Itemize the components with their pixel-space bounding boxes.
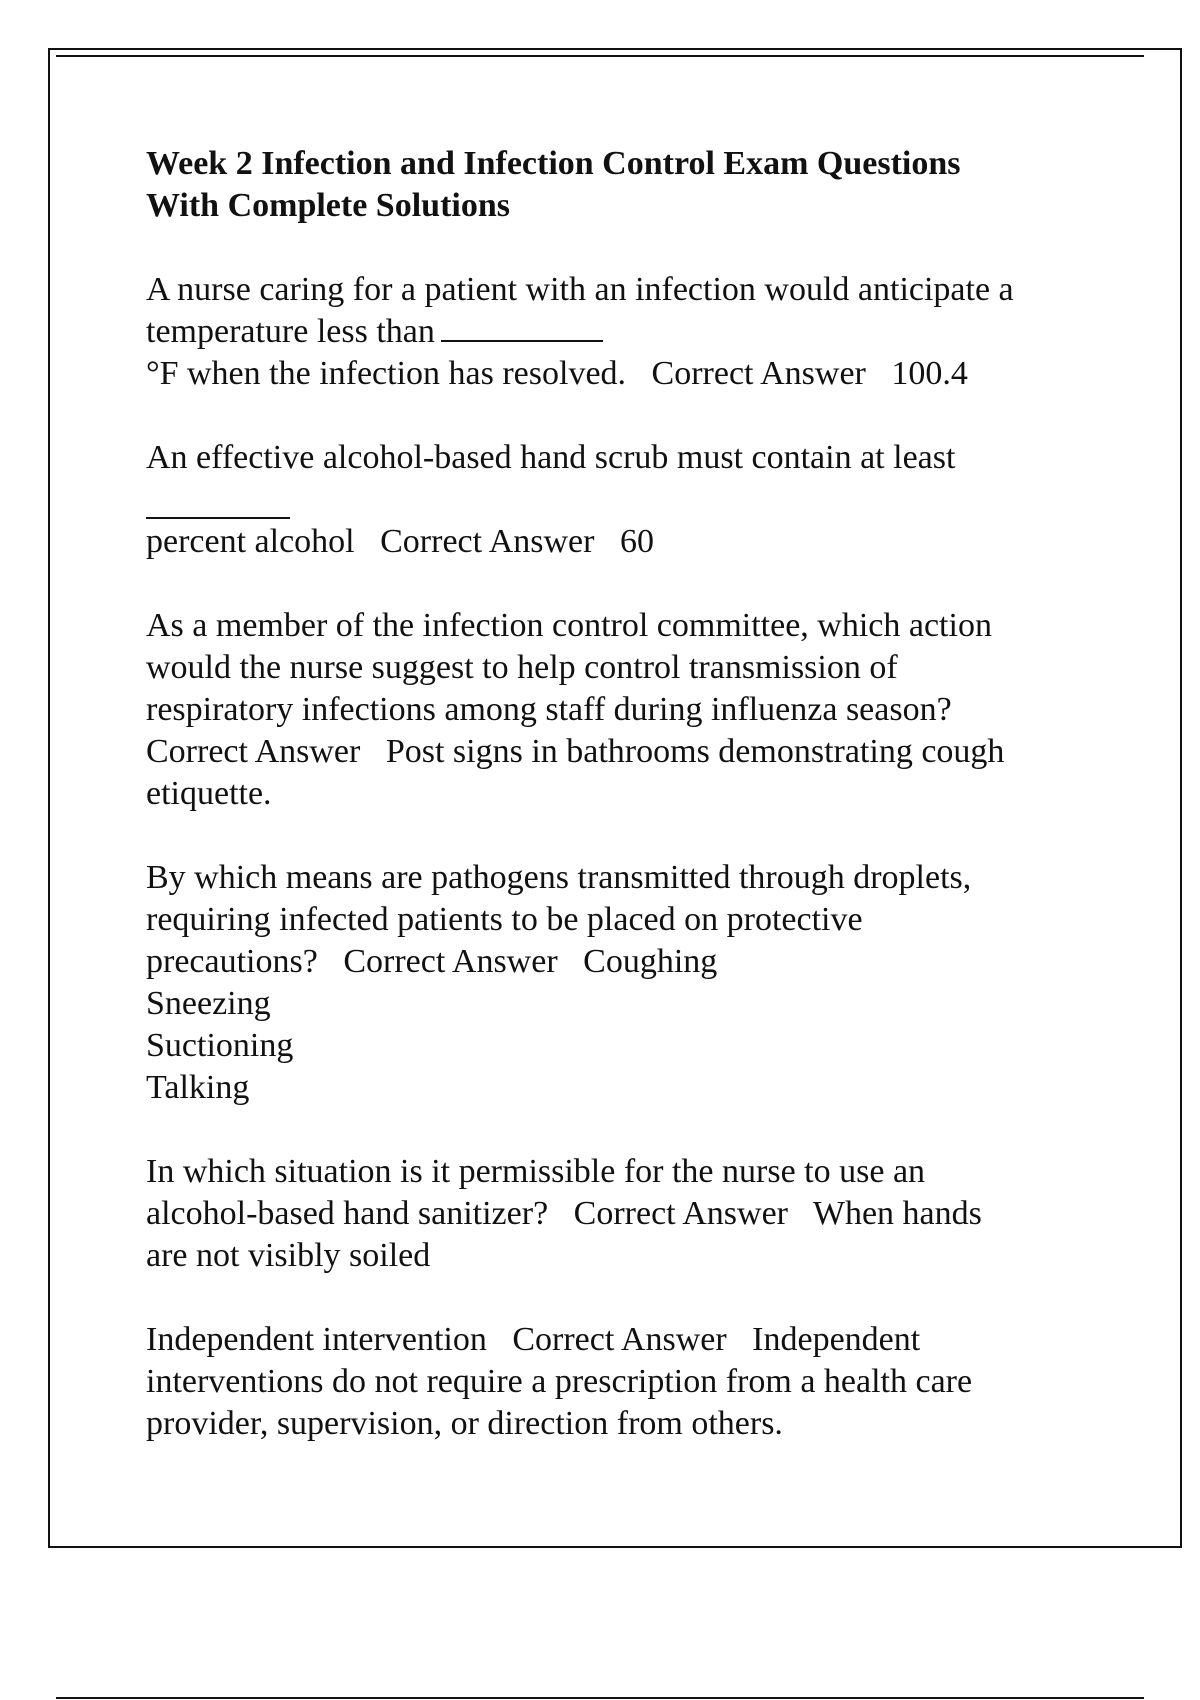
q3-line-1: As a member of the infection control committee, which action <box>146 607 992 644</box>
q6-answer-line-2: interventions do not require a prescription from a health care <box>146 1363 973 1400</box>
q2-line-3 <box>146 521 1096 563</box>
q3-line-4 <box>146 731 1096 773</box>
q5-answer-line-1: When hands <box>812 1195 982 1232</box>
q3-line-3: respiratory infections among staff during influenza season? <box>146 691 952 728</box>
question-6 <box>146 1319 1096 1445</box>
q2-line-3-text: percent alcohol <box>146 523 355 560</box>
fill-in-blank <box>146 491 290 519</box>
document-body <box>146 143 1096 1487</box>
q6-answer-line-3: provider, supervision, or direction from others. <box>146 1405 783 1442</box>
q6-term: Independent intervention <box>146 1321 487 1358</box>
question-3 <box>146 605 1096 815</box>
q4-answer-2: Suctioning <box>146 1027 294 1064</box>
q1-line-3 <box>146 353 1096 395</box>
document-title <box>146 143 1096 227</box>
question-5 <box>146 1151 1096 1277</box>
title-line-1: Week 2 Infection and Infection Control Exam Questions <box>146 145 961 182</box>
correct-answer-label: Correct Answer <box>343 943 558 980</box>
q3-line-2: would the nurse suggest to help control transmission of <box>146 649 898 686</box>
bottom-rule <box>56 1697 1144 1699</box>
q2-answer: 60 <box>619 523 654 560</box>
q1-line-1: A nurse caring for a patient with an infection would anticipate a <box>146 271 1014 308</box>
q4-answer-0: Coughing <box>583 943 718 980</box>
q5-line-1: In which situation is it permissible for the nurse to use an <box>146 1153 926 1190</box>
correct-answer-label: Correct Answer <box>651 355 866 392</box>
question-1 <box>146 269 1096 395</box>
correct-answer-label: Correct Answer <box>380 523 595 560</box>
q5-line-2-text: alcohol-based hand sanitizer? <box>146 1195 549 1232</box>
q4-line-2: requiring infected patients to be placed on protective <box>146 901 863 938</box>
q3-answer-line-2: etiquette. <box>146 775 272 812</box>
correct-answer-label: Correct Answer <box>146 733 361 770</box>
correct-answer-label: Correct Answer <box>512 1321 727 1358</box>
q3-answer-line-1: Post signs in bathrooms demonstrating cough <box>385 733 1005 770</box>
q4-line-1: By which means are pathogens transmitted through droplets, <box>146 859 972 896</box>
q1-line-2 <box>146 311 1096 353</box>
correct-answer-label: Correct Answer <box>573 1195 788 1232</box>
q6-answer-line-1: Independent <box>752 1321 921 1358</box>
question-2 <box>146 437 1096 563</box>
q6-line-1 <box>146 1319 1096 1361</box>
fill-in-blank <box>441 314 603 342</box>
q4-answer-3: Talking <box>146 1069 250 1106</box>
q5-line-2 <box>146 1193 1096 1235</box>
question-4 <box>146 857 1096 1109</box>
q4-line-3-text: precautions? <box>146 943 318 980</box>
q2-blank-line <box>146 479 1096 521</box>
q1-line-2-text: temperature less than <box>146 313 435 350</box>
q5-answer-line-2: are not visibly soiled <box>146 1237 431 1274</box>
q4-line-3 <box>146 941 1096 983</box>
q1-line-3-text: °F when the infection has resolved. <box>146 355 627 392</box>
title-line-2: With Complete Solutions <box>146 187 510 224</box>
q4-answer-1: Sneezing <box>146 985 271 1022</box>
q2-line-1: An effective alcohol-based hand scrub must contain at least <box>146 439 956 476</box>
q1-answer: 100.4 <box>891 355 968 392</box>
